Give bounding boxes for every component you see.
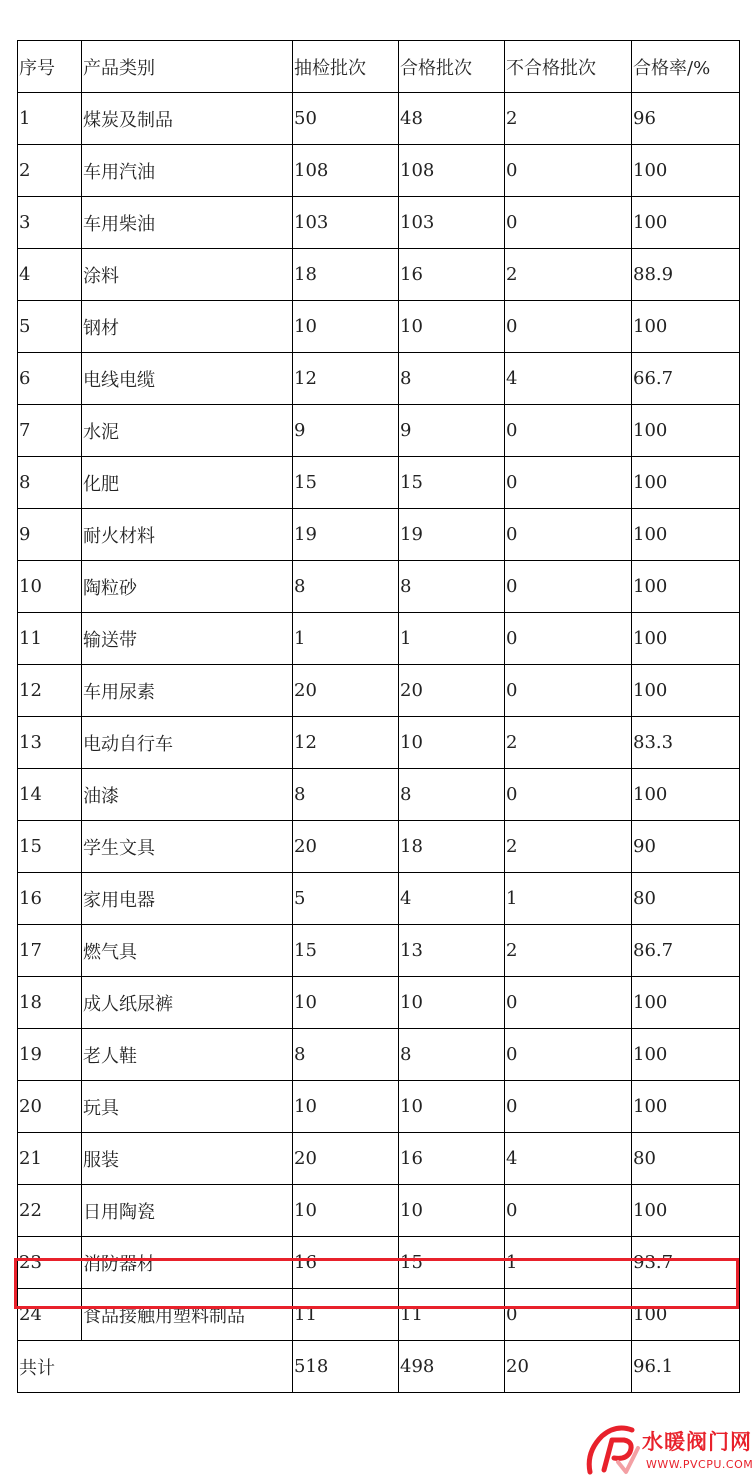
cell-sampled: 10 — [293, 977, 399, 1029]
table-row — [18, 665, 740, 717]
header-index: 序号 — [18, 41, 82, 93]
table-row — [18, 405, 740, 457]
cell-category: 成人纸尿裤 — [82, 977, 293, 1029]
table-body — [18, 41, 740, 1393]
cell-index: 21 — [18, 1133, 82, 1185]
cell-index: 14 — [18, 769, 82, 821]
cell-category: 消防器材 — [82, 1237, 293, 1289]
cell-sampled: 11 — [293, 1289, 399, 1341]
table-row — [18, 1237, 740, 1289]
cell-sampled: 15 — [293, 925, 399, 977]
cell-passed: 8 — [399, 1029, 505, 1081]
pv-logo-icon — [582, 1422, 642, 1478]
table-row — [18, 509, 740, 561]
cell-index: 8 — [18, 457, 82, 509]
cell-passed: 15 — [399, 457, 505, 509]
table-row — [18, 249, 740, 301]
cell-passed: 48 — [399, 93, 505, 145]
cell-sampled: 10 — [293, 301, 399, 353]
cell-sampled: 103 — [293, 197, 399, 249]
header-category: 产品类别 — [82, 41, 293, 93]
cell-pass-rate: 100 — [632, 197, 740, 249]
cell-failed: 0 — [505, 665, 632, 717]
cell-passed: 8 — [399, 769, 505, 821]
cell-category: 服装 — [82, 1133, 293, 1185]
cell-pass-rate: 83.3 — [632, 717, 740, 769]
table-row — [18, 1081, 740, 1133]
cell-pass-rate: 100 — [632, 145, 740, 197]
cell-index: 24 — [18, 1289, 82, 1341]
cell-pass-rate: 88.9 — [632, 249, 740, 301]
watermark — [582, 1422, 754, 1478]
cell-failed: 1 — [505, 873, 632, 925]
cell-passed: 10 — [399, 1081, 505, 1133]
header-passed: 合格批次 — [399, 41, 505, 93]
cell-failed: 2 — [505, 93, 632, 145]
cell-index: 11 — [18, 613, 82, 665]
total-sampled: 518 — [293, 1341, 399, 1393]
cell-sampled: 9 — [293, 405, 399, 457]
cell-pass-rate: 86.7 — [632, 925, 740, 977]
cell-failed: 0 — [505, 977, 632, 1029]
cell-index: 15 — [18, 821, 82, 873]
cell-pass-rate: 66.7 — [632, 353, 740, 405]
cell-failed: 0 — [505, 613, 632, 665]
cell-sampled: 5 — [293, 873, 399, 925]
watermark-url: WWW.PVCPU.COM — [646, 1458, 754, 1471]
cell-failed: 0 — [505, 1081, 632, 1133]
cell-sampled: 10 — [293, 1185, 399, 1237]
watermark-title: 水暖阀门网 — [642, 1430, 752, 1454]
cell-pass-rate: 93.7 — [632, 1237, 740, 1289]
cell-failed: 0 — [505, 1289, 632, 1341]
cell-sampled: 12 — [293, 717, 399, 769]
table-row — [18, 301, 740, 353]
cell-sampled: 15 — [293, 457, 399, 509]
table-row — [18, 1029, 740, 1081]
cell-failed: 0 — [505, 1185, 632, 1237]
cell-passed: 18 — [399, 821, 505, 873]
cell-pass-rate: 100 — [632, 1185, 740, 1237]
cell-category: 燃气具 — [82, 925, 293, 977]
header-sampled: 抽检批次 — [293, 41, 399, 93]
cell-index: 10 — [18, 561, 82, 613]
cell-passed: 19 — [399, 509, 505, 561]
cell-passed: 10 — [399, 717, 505, 769]
total-pass-rate: 96.1 — [632, 1341, 740, 1393]
cell-failed: 1 — [505, 1237, 632, 1289]
cell-pass-rate: 100 — [632, 457, 740, 509]
table-row — [18, 925, 740, 977]
cell-index: 6 — [18, 353, 82, 405]
table-row — [18, 457, 740, 509]
cell-index: 20 — [18, 1081, 82, 1133]
cell-category: 电线电缆 — [82, 353, 293, 405]
cell-failed: 2 — [505, 925, 632, 977]
table-row — [18, 613, 740, 665]
cell-pass-rate: 100 — [632, 1081, 740, 1133]
cell-index: 5 — [18, 301, 82, 353]
cell-category: 化肥 — [82, 457, 293, 509]
cell-failed: 0 — [505, 769, 632, 821]
cell-failed: 0 — [505, 561, 632, 613]
cell-index: 19 — [18, 1029, 82, 1081]
table-row — [18, 1185, 740, 1237]
cell-failed: 2 — [505, 717, 632, 769]
table-row — [18, 1133, 740, 1185]
cell-pass-rate: 90 — [632, 821, 740, 873]
cell-sampled: 8 — [293, 561, 399, 613]
quality-inspection-table — [17, 40, 740, 1393]
cell-passed: 9 — [399, 405, 505, 457]
total-failed: 20 — [505, 1341, 632, 1393]
cell-index: 13 — [18, 717, 82, 769]
table-header-row — [18, 41, 740, 93]
cell-pass-rate: 100 — [632, 301, 740, 353]
cell-sampled: 108 — [293, 145, 399, 197]
cell-sampled: 1 — [293, 613, 399, 665]
cell-passed: 4 — [399, 873, 505, 925]
cell-category: 钢材 — [82, 301, 293, 353]
cell-sampled: 8 — [293, 1029, 399, 1081]
cell-passed: 8 — [399, 353, 505, 405]
cell-category: 老人鞋 — [82, 1029, 293, 1081]
cell-pass-rate: 100 — [632, 561, 740, 613]
cell-index: 4 — [18, 249, 82, 301]
cell-pass-rate: 100 — [632, 613, 740, 665]
cell-category: 车用汽油 — [82, 145, 293, 197]
cell-failed: 0 — [505, 405, 632, 457]
cell-failed: 0 — [505, 145, 632, 197]
cell-category: 电动自行车 — [82, 717, 293, 769]
cell-pass-rate: 100 — [632, 977, 740, 1029]
cell-pass-rate: 100 — [632, 1029, 740, 1081]
total-label: 共计 — [18, 1341, 293, 1393]
cell-passed: 10 — [399, 1185, 505, 1237]
cell-passed: 11 — [399, 1289, 505, 1341]
header-pass-rate: 合格率/% — [632, 41, 740, 93]
cell-sampled: 19 — [293, 509, 399, 561]
cell-failed: 0 — [505, 1029, 632, 1081]
cell-index: 9 — [18, 509, 82, 561]
table-row — [18, 145, 740, 197]
cell-failed: 0 — [505, 301, 632, 353]
cell-failed: 4 — [505, 1133, 632, 1185]
cell-index: 18 — [18, 977, 82, 1029]
cell-category: 车用柴油 — [82, 197, 293, 249]
cell-sampled: 8 — [293, 769, 399, 821]
cell-index: 16 — [18, 873, 82, 925]
cell-category: 输送带 — [82, 613, 293, 665]
cell-category: 食品接触用塑料制品 — [82, 1289, 293, 1341]
cell-passed: 10 — [399, 301, 505, 353]
cell-sampled: 20 — [293, 821, 399, 873]
cell-passed: 20 — [399, 665, 505, 717]
cell-category: 煤炭及制品 — [82, 93, 293, 145]
cell-sampled: 50 — [293, 93, 399, 145]
table-row — [18, 197, 740, 249]
table-row — [18, 821, 740, 873]
cell-passed: 1 — [399, 613, 505, 665]
cell-index: 17 — [18, 925, 82, 977]
cell-category: 油漆 — [82, 769, 293, 821]
table-row — [18, 93, 740, 145]
cell-sampled: 20 — [293, 665, 399, 717]
cell-index: 1 — [18, 93, 82, 145]
total-passed: 498 — [399, 1341, 505, 1393]
cell-pass-rate: 96 — [632, 93, 740, 145]
cell-pass-rate: 100 — [632, 1289, 740, 1341]
cell-passed: 103 — [399, 197, 505, 249]
cell-pass-rate: 100 — [632, 769, 740, 821]
cell-category: 车用尿素 — [82, 665, 293, 717]
cell-sampled: 20 — [293, 1133, 399, 1185]
cell-index: 23 — [18, 1237, 82, 1289]
header-failed: 不合格批次 — [505, 41, 632, 93]
cell-failed: 0 — [505, 509, 632, 561]
cell-sampled: 12 — [293, 353, 399, 405]
cell-index: 3 — [18, 197, 82, 249]
cell-category: 学生文具 — [82, 821, 293, 873]
cell-passed: 8 — [399, 561, 505, 613]
cell-category: 玩具 — [82, 1081, 293, 1133]
cell-index: 22 — [18, 1185, 82, 1237]
cell-category: 耐火材料 — [82, 509, 293, 561]
cell-pass-rate: 100 — [632, 665, 740, 717]
cell-failed: 0 — [505, 457, 632, 509]
cell-sampled: 10 — [293, 1081, 399, 1133]
cell-sampled: 16 — [293, 1237, 399, 1289]
table-row — [18, 353, 740, 405]
cell-failed: 2 — [505, 249, 632, 301]
cell-passed: 13 — [399, 925, 505, 977]
cell-index: 7 — [18, 405, 82, 457]
table-row — [18, 561, 740, 613]
cell-sampled: 18 — [293, 249, 399, 301]
cell-pass-rate: 80 — [632, 1133, 740, 1185]
cell-pass-rate: 80 — [632, 873, 740, 925]
table-row — [18, 873, 740, 925]
table-row — [18, 717, 740, 769]
cell-category: 陶粒砂 — [82, 561, 293, 613]
cell-category: 日用陶瓷 — [82, 1185, 293, 1237]
cell-failed: 0 — [505, 197, 632, 249]
cell-category: 家用电器 — [82, 873, 293, 925]
table-total-row — [18, 1341, 740, 1393]
cell-category: 水泥 — [82, 405, 293, 457]
cell-passed: 10 — [399, 977, 505, 1029]
table-row — [18, 977, 740, 1029]
cell-index: 2 — [18, 145, 82, 197]
cell-category: 涂料 — [82, 249, 293, 301]
cell-pass-rate: 100 — [632, 509, 740, 561]
cell-passed: 15 — [399, 1237, 505, 1289]
table-row — [18, 769, 740, 821]
table-row — [18, 1289, 740, 1341]
cell-failed: 2 — [505, 821, 632, 873]
cell-failed: 4 — [505, 353, 632, 405]
cell-passed: 108 — [399, 145, 505, 197]
cell-index: 12 — [18, 665, 82, 717]
cell-passed: 16 — [399, 1133, 505, 1185]
cell-passed: 16 — [399, 249, 505, 301]
cell-pass-rate: 100 — [632, 405, 740, 457]
